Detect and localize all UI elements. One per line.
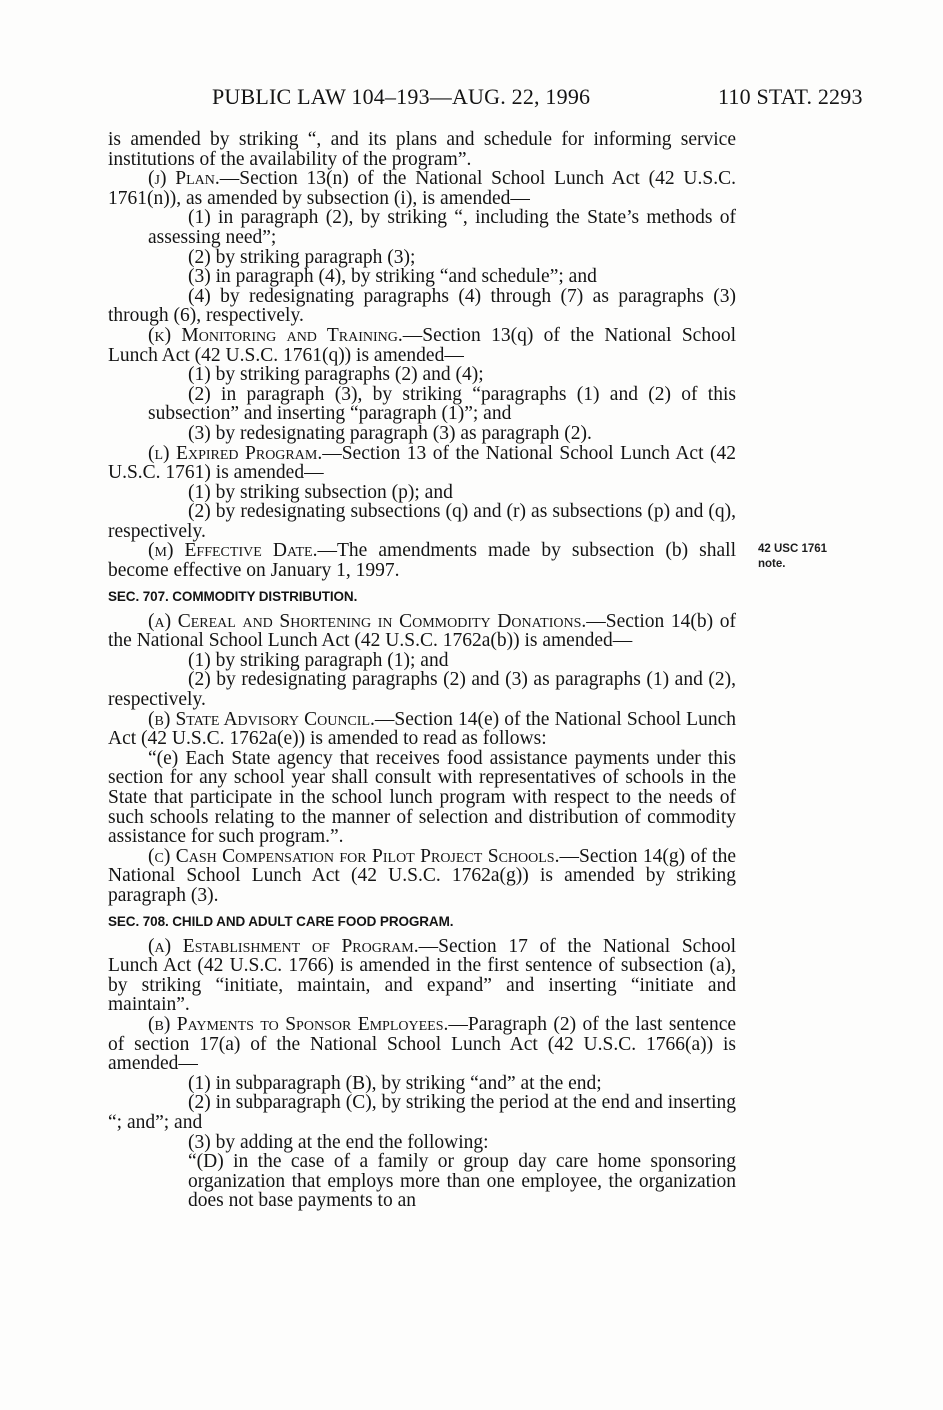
quoted-subparagraph: “(D) in the case of a family or group day care home sponsoring organization that employs more than one employee, the organization does not base payments to an (188, 1151, 736, 1212)
paragraph-item: (1) by striking paragraphs (2) and (4); (188, 364, 484, 386)
subsection-text: —Section 13 of the National School Lunch Act (42 U.S.C. 1761) is amended— (108, 442, 736, 484)
subsection-a (108, 612, 736, 651)
paragraph-item: (2) in subparagraph (C), by striking the period at the end and inserting “; and”; and (108, 1092, 736, 1133)
paragraph-item: (1) in subparagraph (B), by striking “and” at the end; (188, 1072, 602, 1094)
paragraph-item: (3) in paragraph (4), by striking “and schedule”; and (188, 266, 597, 288)
subsection-heading: (k) Monitoring and Training. (148, 324, 403, 346)
subsection-text: —Section 17 of the National School Lunch Act (42 U.S.C. 1766) is amended in the first sentence of subsection (a), by striking “initiate, maintain, and expand” and inserting “initiate and maintain”. (108, 935, 736, 1016)
header-title: PUBLIC LAW 104–193—AUG. 22, 1996 (212, 84, 591, 109)
subsection-l (108, 444, 736, 483)
subsection-a-708 (108, 937, 736, 1015)
subsection-m (108, 541, 736, 580)
subsection-text: —Section 14(b) of the National School Lunch Act (42 U.S.C. 1762a(b)) is amended— (108, 610, 736, 652)
document-body (108, 130, 736, 1211)
subsection-text: —Section 13(n) of the National School Lunch Act (42 U.S.C. 1761(n)), as amended by subsection (i), is amended— (108, 168, 736, 209)
subsection-text: —Paragraph (2) of the last sentence of section 17(a) of the National School Lunch Act (42 U.S.C. 1766(a)) is amended— (108, 1013, 737, 1075)
subsection-text: —Section 14(e) of the National School Lunch Act (42 U.S.C. 1762a(e)) is amended to read as follows: (108, 708, 736, 750)
subsection-text: —Section 13(q) of the National School Lunch Act (42 U.S.C. 1761(q)) is amended— (108, 324, 736, 366)
subsection-text: —Section 14(g) of the National School Lunch Act (42 U.S.C. 1762a(g)) is amended by striking paragraph (3). (108, 845, 736, 906)
paragraph-item: (2) by redesignating subsections (q) and (r) as subsections (p) and (q), respectively. (108, 501, 736, 542)
quoted-text: “(e) Each State agency that receives food assistance payments under this section for any school year shall consult with representatives of schools in the State that participate in the school lunch program with respect to the needs of such schools relating to the manner of selection and distribution of commodity assistance for such program.”. (108, 747, 736, 848)
header-stat-page: 110 STAT. 2293 (718, 84, 863, 109)
subsection-b (108, 710, 736, 749)
margin-note-citation: 42 USC 1761 (758, 543, 828, 555)
section-heading-707: SEC. 707. COMMODITY DISTRIBUTION. (108, 588, 358, 604)
margin-note-label: note. (758, 558, 786, 570)
subsection-k (108, 326, 736, 365)
running-header (0, 84, 943, 114)
subsection-text: —The amendments made by subsection (b) shall become effective on January 1, 1997. (108, 540, 736, 582)
subsection-heading: (b) Payments to Sponsor Employees. (148, 1013, 449, 1035)
paragraph-item: (1) in paragraph (2), by striking “, including the State’s methods of assessing need”; (148, 207, 736, 248)
subsection-heading: (c) Cash Compensation for Pilot Project Schools. (148, 845, 560, 867)
paragraph-item: (2) by redesignating paragraphs (2) and (3) as paragraphs (1) and (2), respectively. (108, 669, 736, 711)
paragraph-item: (1) by striking paragraph (1); and (188, 649, 449, 671)
paragraph: is amended by striking “, and its plans and schedule for informing service institutions of the availability of the program”. (108, 129, 736, 170)
paragraph-item: (2) in paragraph (3), by striking “paragraphs (1) and (2) of this subsection” and inserting “paragraph (1)”; and (148, 383, 736, 425)
subsection-heading: (b) State Advisory Council. (148, 708, 375, 730)
subsection-heading: (l) Expired Program. (148, 442, 323, 464)
subsection-heading: (j) Plan. (148, 168, 220, 190)
subsection-heading: (a) Establishment of Program. (148, 935, 419, 957)
paragraph-item: (3) by adding at the end the following: (188, 1131, 489, 1153)
subsection-b-708 (108, 1015, 736, 1074)
subsection-heading: (a) Cereal and Shortening in Commodity Donations. (148, 610, 587, 632)
section-heading-708: SEC. 708. CHILD AND ADULT CARE FOOD PROGRAM. (108, 913, 454, 929)
paragraph-item: (2) by striking paragraph (3); (188, 246, 416, 268)
paragraph-item: (3) by redesignating paragraph (3) as paragraph (2). (188, 422, 592, 444)
paragraph-item: (1) by striking subsection (p); and (188, 481, 453, 503)
subsection-j (108, 169, 736, 208)
margin-note (758, 542, 827, 572)
paragraph-item: (4) by redesignating paragraphs (4) through (7) as paragraphs (3) through (6), respectively. (108, 285, 736, 327)
subsection-c (108, 847, 736, 906)
subsection-heading: (m) Effective Date. (148, 540, 318, 562)
